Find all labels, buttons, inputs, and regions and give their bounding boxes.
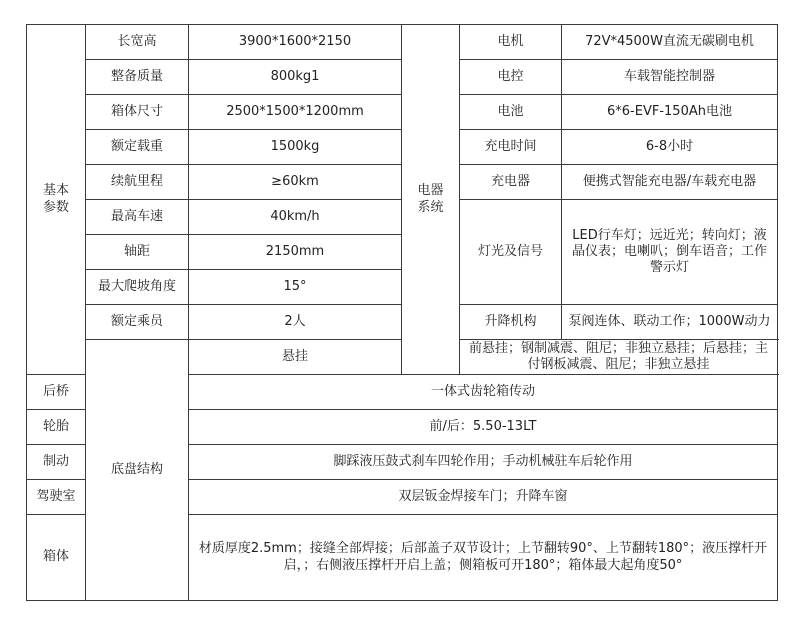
- spec-value: 40km/h: [189, 200, 402, 235]
- spec-table: [26, 24, 778, 601]
- spec-label: 箱体尺寸: [86, 95, 189, 130]
- spec-value: 前/后：5.50-13LT: [189, 410, 778, 445]
- spec-value: 脚踩液压鼓式刹车四轮作用；手动机械驻车后轮作用: [189, 445, 778, 480]
- section-electrical-system: 电器系统: [402, 25, 460, 375]
- spec-label: 轴距: [86, 235, 189, 270]
- spec-value: 800kg1: [189, 60, 402, 95]
- spec-label: 额定载重: [86, 130, 189, 165]
- spec-label: 箱体: [27, 515, 86, 601]
- spec-label: 电控: [460, 60, 562, 95]
- spec-label: 悬挂: [189, 340, 402, 375]
- spec-value: 3900*1600*2150: [189, 25, 402, 60]
- spec-label: 最大爬坡角度: [86, 270, 189, 305]
- spec-label: 灯光及信号: [460, 200, 562, 305]
- spec-value: ≥60km: [189, 165, 402, 200]
- spec-label: 轮胎: [27, 410, 86, 445]
- spec-label: 电机: [460, 25, 562, 60]
- spec-label: 整备质量: [86, 60, 189, 95]
- section-chassis-structure: 底盘结构: [86, 340, 189, 601]
- spec-value: 前悬挂；钢制减震、阻尼；非独立悬挂；后悬挂；主付钢板减震、阻尼；非独立悬挂: [460, 340, 778, 375]
- spec-value: 2人: [189, 305, 402, 340]
- table-row: [27, 25, 778, 60]
- spec-value: 15°: [189, 270, 402, 305]
- spec-value: 2150mm: [189, 235, 402, 270]
- spec-label: 升降机构: [460, 305, 562, 340]
- spec-label: 最高车速: [86, 200, 189, 235]
- spec-value: 6*6-EVF-150Ah电池: [562, 95, 778, 130]
- spec-label: 充电器: [460, 165, 562, 200]
- spec-label: 额定乘员: [86, 305, 189, 340]
- spec-value: 泵阀连体、联动工作；1000W动力: [562, 305, 778, 340]
- spec-value: 一体式齿轮箱传动: [189, 375, 778, 410]
- spec-value: 便携式智能充电器/车载充电器: [562, 165, 778, 200]
- spec-value: 材质厚度2.5mm；接缝全部焊接；后部盖子双节设计；上节翻转90°、上节翻转180°；液压撑杆开启，；右侧液压撑杆开启上盖；侧箱板可开180°；箱体最大起角度50°: [189, 515, 778, 601]
- spec-value: 72V*4500W直流无碳刷电机: [562, 25, 778, 60]
- spec-value: 6-8小时: [562, 130, 778, 165]
- spec-value: 1500kg: [189, 130, 402, 165]
- spec-label: 长宽高: [86, 25, 189, 60]
- section-basic-params: 基本参数: [27, 25, 86, 375]
- spec-value: 车载智能控制器: [562, 60, 778, 95]
- spec-value: 双层钣金焊接车门；升降车窗: [189, 480, 778, 515]
- spec-value: LED行车灯；远近光；转向灯；液晶仪表；电喇叭；倒车语音；工作警示灯: [562, 200, 778, 305]
- spec-label: 电池: [460, 95, 562, 130]
- spec-label: 续航里程: [86, 165, 189, 200]
- spec-label: 制动: [27, 445, 86, 480]
- spec-label: 充电时间: [460, 130, 562, 165]
- spec-label: 驾驶室: [27, 480, 86, 515]
- spec-label: 后桥: [27, 375, 86, 410]
- spec-value: 2500*1500*1200mm: [189, 95, 402, 130]
